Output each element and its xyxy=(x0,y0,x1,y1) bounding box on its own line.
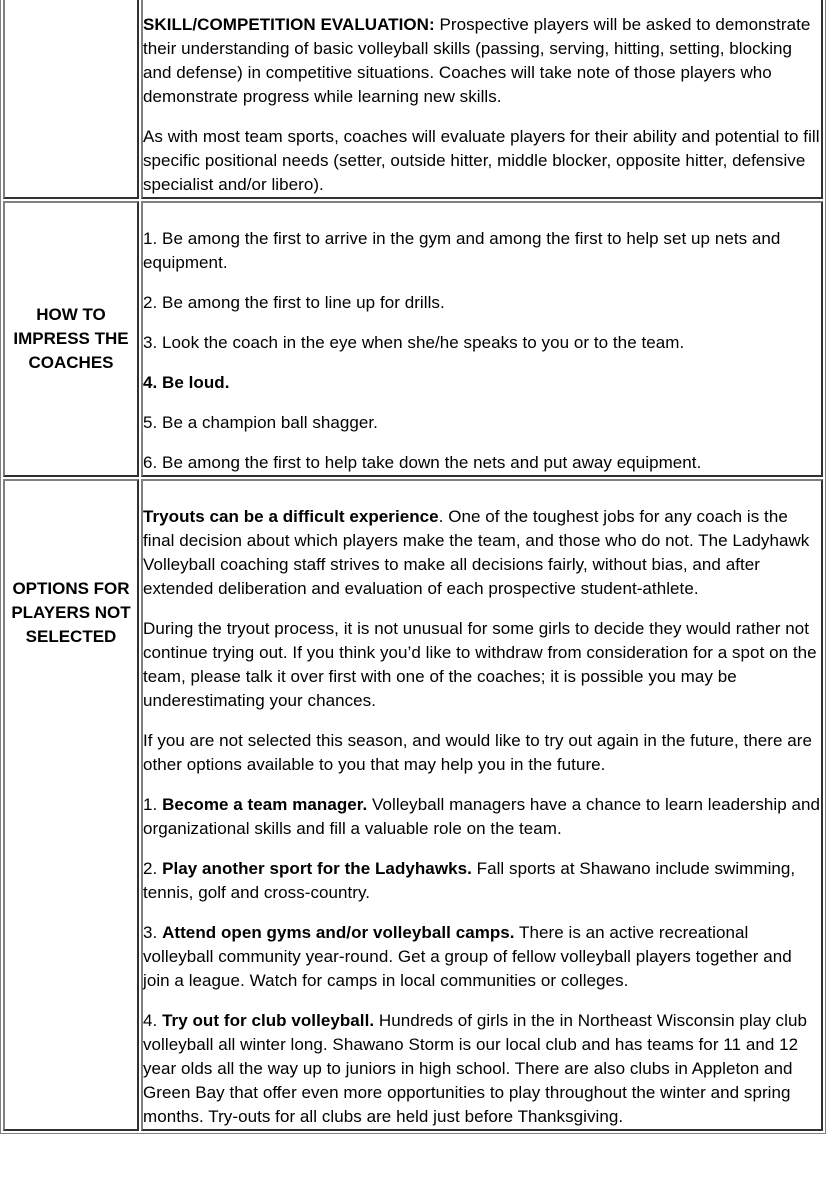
future-options-paragraph: If you are not selected this season, and would like to try out again in the future, there are other options available to you that may help you in the future. xyxy=(143,731,812,774)
skill-evaluation-paragraph: SKILL/COMPETITION EVALUATION: Prospective players will be asked to demonstrate their understanding of basic volleyball skills (passing, serving, hitting, setting, blocking and defense) in competitive situations. Coaches will take note of those players who demonstrate progress while learning new skills. xyxy=(143,15,811,106)
tryouts-intro-paragraph: Tryouts can be a difficult experience. One of the toughest jobs for any coach is the final decision about which players make the team, and those who do not. The Ladyhawk Volleyball coaching staff strives to make all decisions fairly, without bias, and after extended deliberation and evaluation of each prospective student-athlete. xyxy=(143,507,810,598)
list-item: 4. Try out for club volleyball. Hundreds of girls in the in Northeast Wisconsin play club volleyball all winter long. Shawano Storm is our local club and has teams for 11 and 12 year olds all the way up to juniors in high school. There are also clubs in Appleton and Green Bay that offer even more opportunities to play throughout the winter and spring months. Try-outs for all clubs are held just before Thanksgiving. xyxy=(143,1011,807,1126)
section-label-options: OPTIONS FOR PLAYERS NOT SELECTED xyxy=(3,479,139,1131)
impress-coaches-cell xyxy=(141,201,823,477)
table-row xyxy=(3,479,823,1131)
list-item: 5. Be a champion ball shagger. xyxy=(143,413,378,432)
list-item: 4. Be loud. xyxy=(143,373,230,392)
list-item: 2. Be among the first to line up for drills. xyxy=(143,293,445,312)
table-row xyxy=(3,0,823,199)
list-item: 1. Become a team manager. Volleyball managers have a chance to learn leadership and organizational skills and fill a valuable role on the team. xyxy=(143,795,821,838)
section-label-impress: HOW TO IMPRESS THE COACHES xyxy=(3,201,139,477)
options-cell xyxy=(141,479,823,1131)
table-row xyxy=(3,201,823,477)
list-item: 3. Attend open gyms and/or volleyball camps. There is an active recreational volleyball community year-round. Get a group of fellow volleyball players together and join a league. Watch for camps in local communities or colleges. xyxy=(143,923,792,990)
list-item: 3. Look the coach in the eye when she/he speaks to you or to the team. xyxy=(143,333,685,352)
withdraw-paragraph: During the tryout process, it is not unusual for some girls to decide they would rather not continue trying out. If you think you’d like to withdraw from consideration for a spot on the team, please talk it over first with one of the coaches; it is possible you may be underestimating your chances. xyxy=(143,619,817,710)
list-item: 2. Play another sport for the Ladyhawks. Fall sports at Shawano include swimming, tennis, golf and cross-country. xyxy=(143,859,796,902)
list-item: 1. Be among the first to arrive in the gym and among the first to help set up nets and equipment. xyxy=(143,229,781,272)
list-item: 6. Be among the first to help take down the nets and put away equipment. xyxy=(143,453,702,472)
skill-evaluation-heading: SKILL/COMPETITION EVALUATION: xyxy=(143,15,435,34)
section-label-empty xyxy=(3,0,139,199)
positional-needs-paragraph: As with most team sports, coaches will evaluate players for their ability and potential to fill specific positional needs (setter, outside hitter, middle blocker, opposite hitter, defensive specialist and/or libero). xyxy=(143,127,820,194)
skill-evaluation-cell xyxy=(141,0,823,199)
